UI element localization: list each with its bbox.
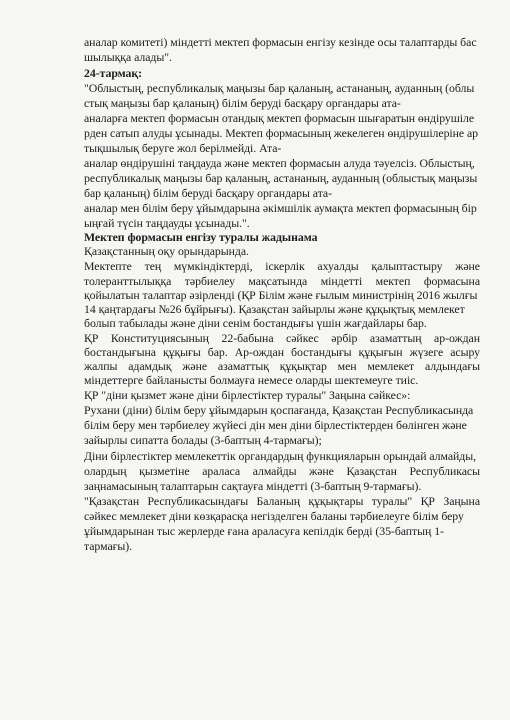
text-line: толеранттылыққа тәрбиелеу мақсатында міндетті мектеп формасына <box>84 275 480 288</box>
memo-title: Мектеп формасын енгізу туралы жадынама <box>84 231 318 244</box>
text-line: аналар мен білім беру ұйымдарына әкімшілік аумақта мектеп формасының бір <box>84 202 477 215</box>
text-line: 14 қаңтардағы №26 бұйрығы). Қазақстан зайырлы және құқықтық мемлекет <box>84 303 465 316</box>
text-line: шылыққа алады". <box>84 51 172 64</box>
text-line: аналарға мектеп формасын отандық мектеп формасын шығаратын өндірушіле <box>84 112 475 125</box>
text-line: болып табылады және діни сенім бостандығы үшін жағдайлары бар. <box>84 317 427 330</box>
text-line: "Қазақстан Республикасындағы Баланың құқықтары туралы" ҚР Заңына <box>84 495 480 508</box>
section-heading: 24-тармақ: <box>84 67 143 80</box>
text-line: Қазақстанның оқу орындарында. <box>84 245 249 258</box>
text-line: Діни бірлестіктер мемлекеттік органдардың функцияларын орындай алмайды, <box>84 450 476 463</box>
text-line: рден сатып алуды ұсынады. Мектеп формасының жекелеген өндірушілеріне ар <box>84 127 479 140</box>
text-line: ыңғай түсін таңдауды ұсынады.". <box>84 217 250 230</box>
text-line: "Облыстың, республикалық маңызы бар қаланың, астананың, ауданның (облы <box>84 82 475 95</box>
text-line: стық маңызы бар қаланың) білім беруді басқару органдары ата- <box>84 97 401 110</box>
text-line: жалпы адамдық және азаматтық құқықтар мен мемлекет алдындағы <box>84 360 480 373</box>
text-line: міндеттерге байланысты болмауға немесе оларды шектемеуге тиіс. <box>84 374 419 387</box>
text-line: бостандығына құқығы бар. Ар-ождан бостандығы құқығын жүзеге асыру <box>84 346 480 359</box>
text-line: заңнамасының талаптарын сақтауға міндетті (3-баптың 9-тармағы). <box>84 480 422 493</box>
text-line: Мектепте тең мүмкіндіктерді, іскерлік ахуалды қалыптастыру және <box>84 260 480 273</box>
text-line: олардың қызметіне араласа алмайды және Қазақстан Республикасы <box>84 465 480 478</box>
text-line: республикалық маңызы бар қаланың, астананың, ауданның (облыстық маңызы <box>84 172 478 185</box>
text-line: ҚР "діни қызмет және діни бірлестіктер туралы" Заңына сәйкес»: <box>84 389 411 402</box>
text-line: тықшылық беруге жол берілмейді. Ата- <box>84 142 282 155</box>
text-line: қойылатын талаптар әзірленді (ҚР Білім және ғылым министрінің 2016 жылғы <box>84 289 478 302</box>
text-line: зайырлы сипатта болады (3-баптың 4-тармағы); <box>84 434 322 447</box>
text-line: сәйкес мемлекет діни көзқарасқа негізделген баланы тәрбиелеуге білім беру <box>84 510 464 523</box>
text-line: ұйымдарынан тыс жерлерде ғана араласуға кепілдік берді (35-баптың 1- <box>84 525 444 538</box>
text-line: Рухани (діни) білім беру ұйымдарын қоспағанда, Қазақстан Республикасында <box>84 404 474 417</box>
text-line: бар қаланың) білім беруді басқару органдары ата- <box>84 187 333 200</box>
text-line: аналар өндірушіні таңдауда және мектеп формасын алуда тәуелсіз. Облыстың, <box>84 157 475 170</box>
text-line: білім беру мен тәрбиелеу жүйесі дін мен діни бірлестіктерден бөлінген және <box>84 419 467 432</box>
text-line: ҚР Конституциясының 22-бабына сәйкес әрбір азаматтың ар-ождан <box>84 332 480 345</box>
text-line: тармағы). <box>84 540 133 553</box>
text-line: аналар комитеті) міндетті мектеп формасын енгізу кезінде осы талаптарды бас <box>84 36 477 49</box>
